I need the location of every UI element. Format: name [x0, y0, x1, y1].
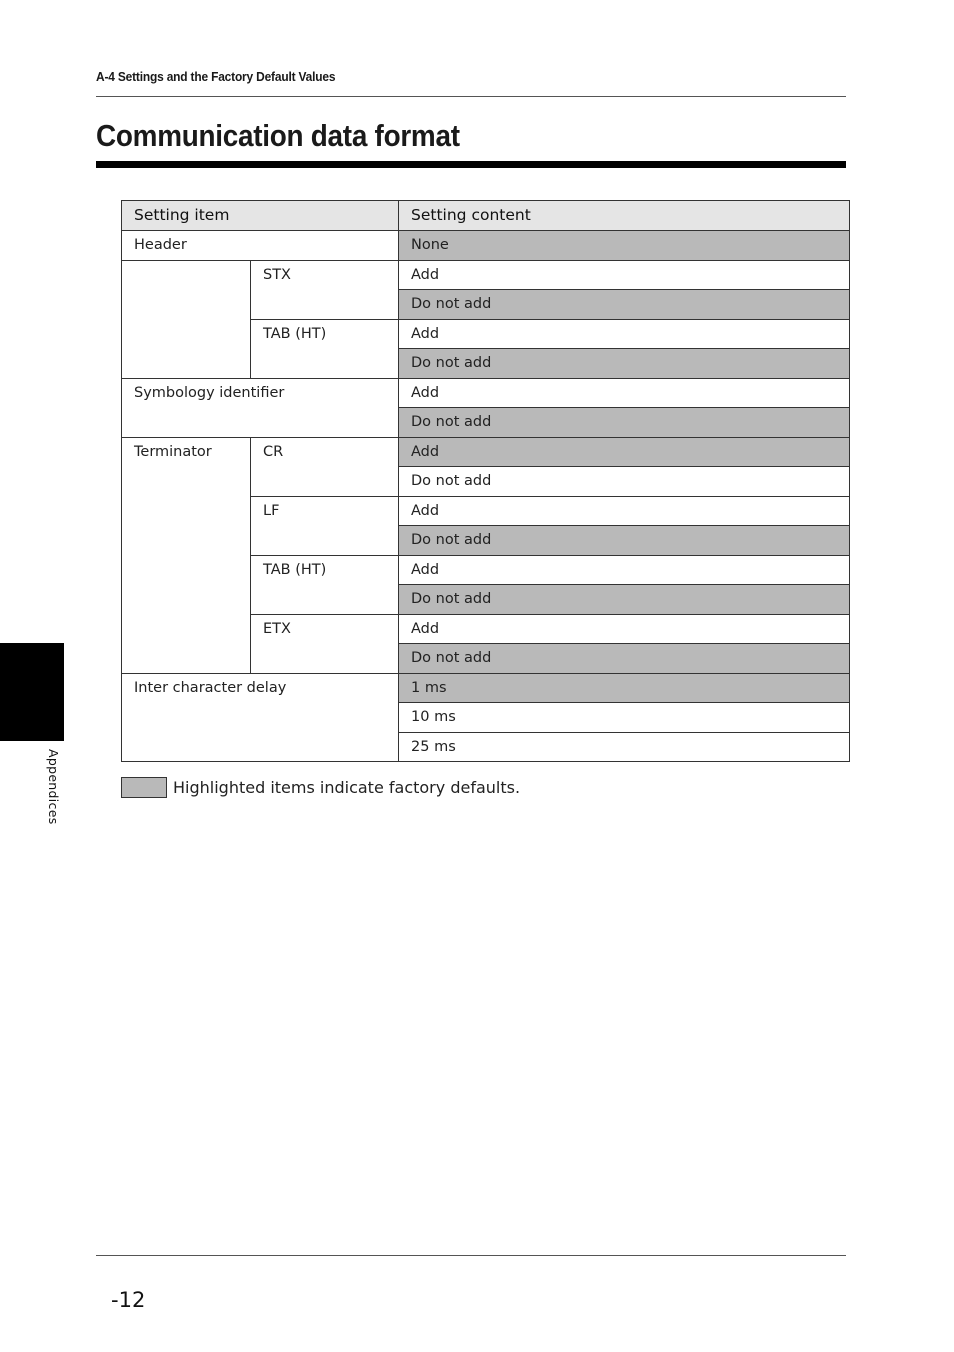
row-label-header-tab: TAB (HT) [251, 319, 399, 378]
value-header-none: None [399, 231, 850, 261]
value-delay-10ms: 10 ms [399, 703, 850, 733]
row-label-symbology: Symbology identifier [122, 378, 399, 437]
row-label-delay: Inter character delay [122, 673, 399, 762]
table-header-row [122, 201, 850, 231]
value-delay-1ms: 1 ms [399, 673, 850, 703]
value-symbology-not-add: Do not add [399, 408, 850, 438]
value-terminator-tab-not-add: Do not add [399, 585, 850, 615]
row-label-etx: ETX [251, 614, 399, 673]
table-row [122, 673, 850, 703]
value-cr-not-add: Do not add [399, 467, 850, 497]
value-cr-add: Add [399, 437, 850, 467]
row-label-header: Header [122, 231, 399, 261]
row-label-cr: CR [251, 437, 399, 496]
value-stx-add: Add [399, 260, 850, 290]
side-tab-label: Appendices [46, 749, 61, 825]
page-number: -12 [111, 1288, 146, 1312]
value-delay-25ms: 25 ms [399, 732, 850, 762]
legend-text: Highlighted items indicate factory defaults. [173, 778, 521, 797]
table-row [122, 231, 850, 261]
column-header-setting-item: Setting item [122, 201, 399, 231]
legend [121, 777, 520, 798]
settings-table [121, 200, 850, 762]
value-header-tab-add: Add [399, 319, 850, 349]
row-label-stx: STX [251, 260, 399, 319]
column-header-setting-content: Setting content [399, 201, 850, 231]
value-lf-not-add: Do not add [399, 526, 850, 556]
value-terminator-tab-add: Add [399, 555, 850, 585]
value-etx-add: Add [399, 614, 850, 644]
empty-cell [122, 260, 251, 378]
value-etx-not-add: Do not add [399, 644, 850, 674]
row-label-lf: LF [251, 496, 399, 555]
table-row [122, 378, 850, 408]
header-rule [96, 96, 846, 97]
table-row [122, 260, 850, 290]
value-lf-add: Add [399, 496, 850, 526]
running-header: A-4 Settings and the Factory Default Values [96, 69, 336, 84]
table-row [122, 437, 850, 467]
value-stx-not-add: Do not add [399, 290, 850, 320]
value-symbology-add: Add [399, 378, 850, 408]
title-rule [96, 161, 846, 168]
row-label-terminator: Terminator [122, 437, 251, 673]
row-label-terminator-tab: TAB (HT) [251, 555, 399, 614]
value-header-tab-not-add: Do not add [399, 349, 850, 379]
footer-rule [96, 1255, 846, 1256]
page-title: Communication data format [96, 118, 460, 153]
legend-swatch [121, 777, 167, 798]
side-tab [0, 643, 64, 741]
